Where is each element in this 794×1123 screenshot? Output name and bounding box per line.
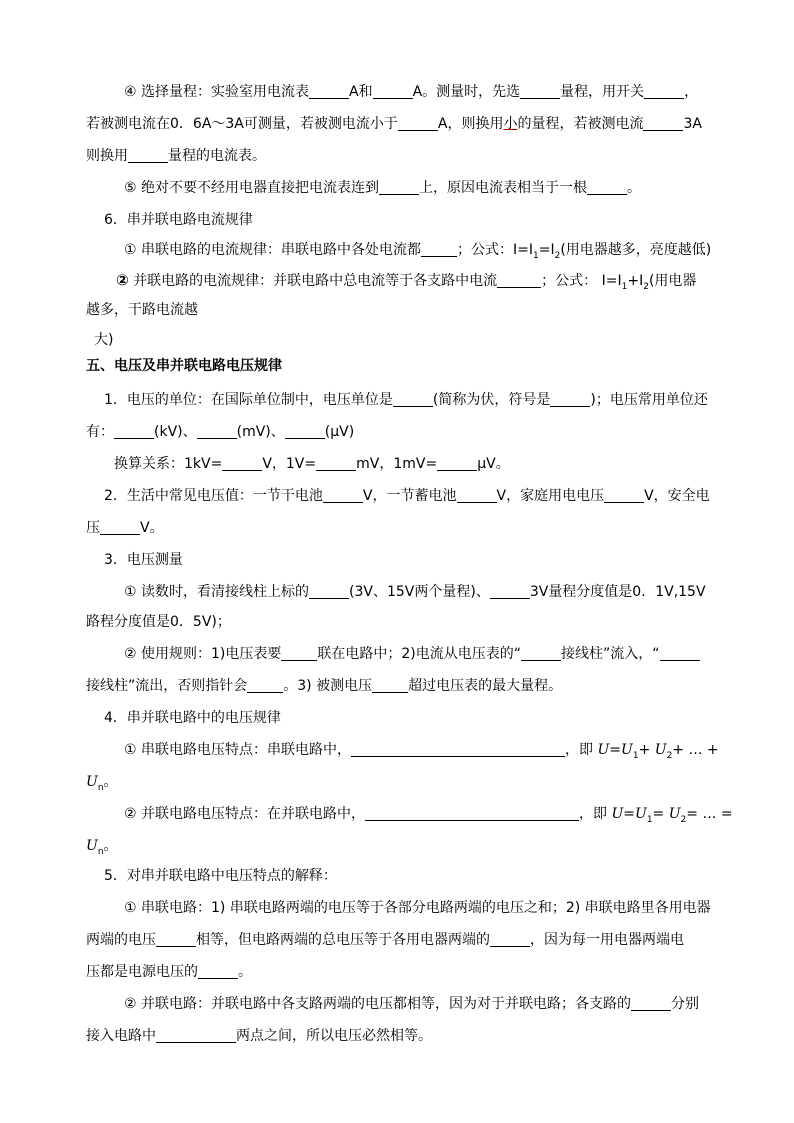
text: 换算关系：1kV= [114,456,223,472]
text: ，即 [565,742,598,758]
symbol: U [654,742,667,758]
text: 有： [86,424,114,440]
text: = [623,806,635,822]
subscript: n [97,782,104,793]
text: +I [627,273,644,289]
text-underlined: 小 [503,116,518,132]
text: 。 [103,838,118,854]
text-line [124,994,699,1014]
text: V，家庭用电电压 [496,488,605,504]
text: =I [538,242,555,258]
text: ② 并联电路电压特点：在并联电路中， [124,806,365,822]
fill-blank[interactable] [197,423,237,439]
text: 2．生活中常见电压值：一节干电池 [104,488,323,504]
text: 量程，用开关 [560,84,645,100]
fill-blank[interactable] [309,83,349,99]
text: mV，1mV= [356,456,438,472]
text: = [609,742,622,758]
text: 4．串并联电路中的电压规律 [104,710,281,726]
text: A。测量时，先选 [412,84,521,100]
text: 。 [627,180,641,196]
symbol: U [621,742,633,758]
text-line [86,836,118,862]
fill-blank[interactable] [309,583,349,599]
section-heading [104,866,337,886]
text-line [124,644,700,664]
text: ② 并联电路：并联电路中各支路两端的电压都相等，因为对于并联电路；各支路的 [124,996,631,1012]
text: 。 [103,774,118,790]
text: ① 读数时，看清接线柱上标的 [124,584,310,600]
text-line [104,390,708,410]
fill-blank[interactable] [644,83,684,99]
text: V。 [140,520,164,536]
text: + … + [672,742,719,758]
text: = [652,806,669,822]
fill-blank[interactable] [156,931,196,947]
symbol: U [668,806,681,822]
text: 分别 [671,996,699,1012]
text-line [86,772,118,798]
symbol: U [86,838,98,854]
text: 则换用 [86,148,128,164]
text: 上，原因电流表相当于一根 [419,180,587,196]
fill-blank[interactable] [316,455,356,471]
fill-blank[interactable] [631,995,671,1011]
text: + [638,742,655,758]
text: 3V量程分度值是0．1V,15V [529,584,706,600]
text: = … = [686,806,733,822]
fill-blank[interactable] [521,645,561,661]
fill-blank[interactable] [323,487,363,503]
text-line [124,804,733,830]
text: 五、电压及串并联电路电压规律 [86,358,282,374]
text: ② 使用规则：1)电压表要 [124,646,282,662]
text: (用电器越多，亮度越低) [560,242,712,258]
text: 的量程，若被测电流 [517,116,644,132]
text: 。 [238,964,252,980]
text-line [124,898,711,918]
text-line [124,178,641,198]
circled-number: ② [116,271,129,289]
chapter-heading [86,356,282,376]
fill-blank[interactable] [351,741,565,757]
text: (mV)、 [236,424,285,440]
subscript: 1 [646,814,653,825]
fill-blank[interactable] [198,963,238,979]
fill-blank[interactable] [222,455,262,471]
text: ④ 选择量程：实验室用电流表 [124,84,310,100]
fill-blank[interactable] [114,423,154,439]
subscript: 1 [632,750,639,761]
subscript: 1 [621,281,628,292]
text-line [86,612,231,632]
text: 并联电路的电流规律：并联电路中总电流等于各支路中电流 [128,273,498,289]
fill-blank[interactable] [373,83,413,99]
text: ① 串联电路电压特点：串联电路中， [124,742,352,758]
fill-blank[interactable] [247,677,283,693]
text: ，即 [579,806,612,822]
fill-blank[interactable] [660,645,700,661]
text-line [86,422,354,442]
text: 接线柱”流出，否则指针会 [86,678,248,694]
fill-blank[interactable] [437,455,477,471]
fill-blank[interactable] [490,583,530,599]
text: 压都是电源电压的 [86,964,198,980]
subscript: 2 [680,814,687,825]
text: V，安全电 [644,488,710,504]
text: 接线柱”流入，“ [561,646,660,662]
subscript: 1 [533,250,539,261]
subscript: n [97,846,104,857]
text: 大) [94,332,114,348]
text-line [86,300,198,320]
text: (kV)、 [154,424,197,440]
text-line [124,740,719,766]
text: 路程分度值是0．5V)； [86,614,231,630]
text: (3V、15V两个量程)、 [349,584,490,600]
fill-blank[interactable] [281,645,317,661]
subscript: 2 [666,750,673,761]
text: A和 [349,84,373,100]
symbol: U [597,742,610,758]
text: V，一节蓄电池 [362,488,457,504]
text-line [86,930,684,950]
section-heading [104,550,183,570]
text: 联在电路中；2)电流从电压表的“ [317,646,521,662]
text-line [124,82,698,102]
text: 若被测电流在0．6A～3A可测量，若被测电流小于 [86,116,398,132]
text: 越多，干路电流越 [86,302,198,318]
fill-blank[interactable] [604,487,644,503]
text-line [114,454,510,474]
fill-blank[interactable] [365,805,579,821]
fill-blank[interactable] [550,391,590,407]
fill-blank[interactable] [457,487,497,503]
text: 3A [683,116,702,132]
text-line [116,270,696,297]
fill-blank[interactable] [285,423,325,439]
text: 两点之间，所以电压必然相等。 [236,1028,432,1044]
text-line [86,962,252,982]
text-line [94,330,113,350]
fill-blank[interactable] [421,241,457,257]
subscript: 2 [643,281,649,292]
text: ， [684,84,699,100]
text: )；电压常用单位还 [590,392,708,408]
fill-blank[interactable] [372,677,408,693]
text: ① 串联电路：1) 串联电路两端的电压等于各部分电路两端的电压之和；2) 串联电路里各用电器 [124,900,711,916]
subscript: 2 [554,250,561,261]
text: (μV) [324,424,355,440]
text: 两端的电压 [86,932,156,948]
fill-blank[interactable] [156,1027,236,1043]
text: 接入电路中 [86,1028,156,1044]
text: ，因为每一用电器两端电 [530,932,684,948]
text: 5．对串并联电路中电压特点的解释： [104,868,337,884]
text: ；公式： I=I [541,273,622,289]
text: 3．电压测量 [104,552,183,568]
fill-blank[interactable] [379,179,419,195]
fill-blank[interactable] [128,147,168,163]
text-line [86,518,164,538]
text-line [86,146,266,166]
fill-blank[interactable] [587,179,627,195]
text: μV。 [477,456,510,472]
text: V，1V= [262,456,317,472]
text-line [124,240,711,266]
text: 6．串并联电路电流规律 [104,212,253,228]
fill-blank[interactable] [520,83,560,99]
text: (用电器 [648,273,697,289]
fill-blank[interactable] [497,272,541,288]
text: ；公式：I=I [457,242,533,258]
fill-blank[interactable] [490,931,530,947]
fill-blank[interactable] [100,519,140,535]
fill-blank[interactable] [643,115,683,131]
text: (简称为伏，符号是 [432,392,551,408]
text: ⑤ 绝对不要不经用电器直接把电流表连到 [124,180,379,196]
symbol: U [611,806,624,822]
text-line [104,486,710,506]
text: 量程的电流表。 [168,148,266,164]
fill-blank[interactable] [393,391,433,407]
symbol: U [86,774,98,790]
text-line [86,1026,432,1046]
text: 相等，但电路两端的总电压等于各用电器两端的 [196,932,490,948]
text: 。3) 被测电压 [283,678,373,694]
text-line [86,676,562,696]
fill-blank[interactable] [398,115,438,131]
symbol: U [635,806,647,822]
section-heading [104,708,281,728]
text: A，则换用 [437,116,504,132]
text: ① 串联电路的电流规律：串联电路中各处电流都 [124,242,421,258]
text: 压 [86,520,100,536]
text-line [86,114,702,134]
text: 1．电压的单位：在国际单位制中，电压单位是 [104,392,393,408]
text-line [124,582,706,602]
text: 超过电压表的最大量程。 [408,678,563,694]
section-heading [104,210,253,230]
